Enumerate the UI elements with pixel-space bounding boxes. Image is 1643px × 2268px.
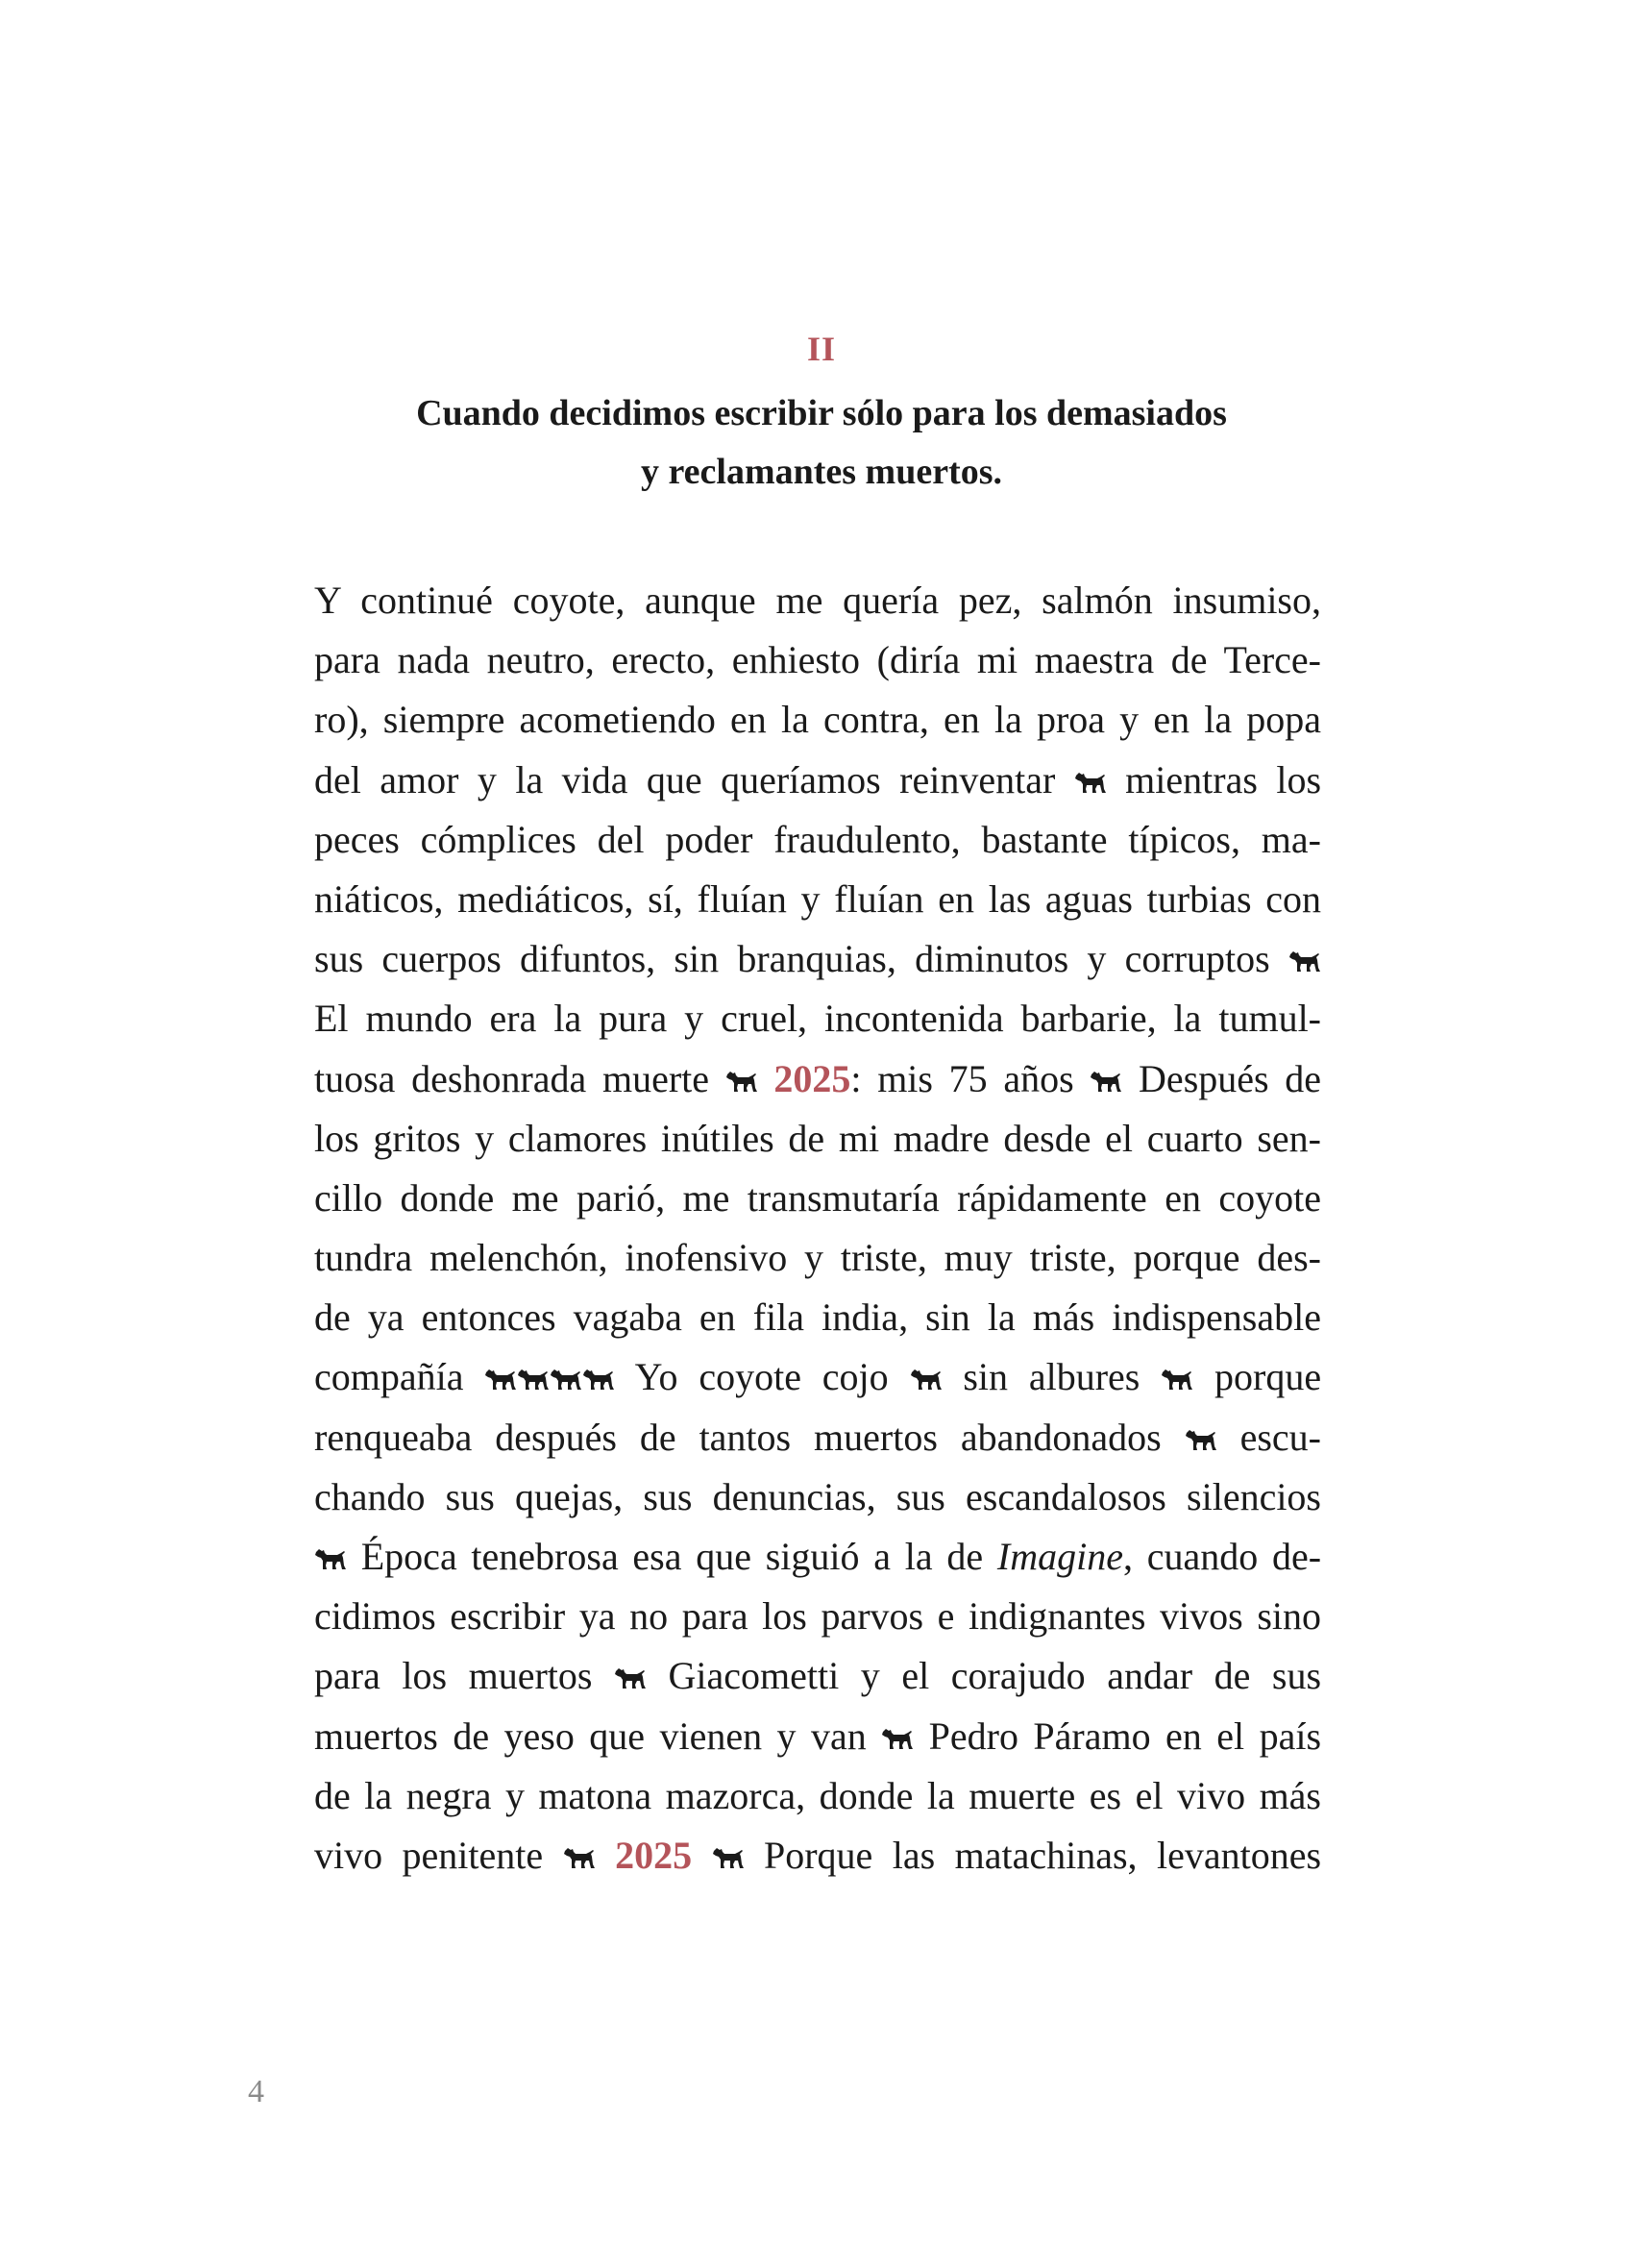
text-line [314,1527,1321,1587]
text-run: Época tenebrosa esa que siguió a la de [360,1535,984,1578]
text-line [314,810,1321,870]
text-run: sus cuerpos difuntos, sin branquias, diminutos y corruptos [314,937,1270,981]
text-run: niáticos, mediáticos, sí, fluían y fluían en las aguas turbias con [314,876,1321,921]
text-run: porque [1214,1355,1321,1399]
text-run: para los muertos [314,1654,593,1698]
dog-icon [1090,1069,1122,1094]
text-run: renqueaba después de tantos muertos abandonados [314,1415,1162,1459]
text-run: los gritos y clamores inútiles de mi madre desde el cuarto sen- [314,1116,1321,1160]
chapter-title-line: Cuando decidimos escribir sólo para los demasiados [416,393,1227,433]
dog-icon [550,1367,582,1392]
dog-icon [712,1845,745,1870]
year-highlight: 2025 [615,1833,693,1877]
text-run: Yo coyote cojo [634,1355,889,1399]
text-run: Pedro Páramo en el país [928,1713,1321,1758]
text-run: de ya entonces vagaba en fila india, sin la más indispensable [314,1295,1321,1340]
dog-icon [614,1665,647,1690]
chapter-number: II [806,330,837,368]
text-run: sin albures [963,1355,1140,1399]
dog-icon [314,1546,347,1571]
text-run: Y continué coyote, aunque me quería pez, salmón insumiso, [314,579,1321,622]
text-line [314,571,1321,630]
text-run: para nada neutro, erecto, enhiesto (diría mi maestra de Terce- [314,638,1321,682]
text-line [314,1766,1321,1826]
italic-title: Imagine [996,1535,1123,1578]
text-line [314,1169,1321,1228]
text-line [314,1408,1321,1467]
dog-icon [563,1845,596,1870]
text-run: Porque las matachinas, levantones [763,1833,1321,1877]
text-run: tuosa deshonrada muerte [314,1056,710,1100]
dog-icon [1288,949,1321,974]
body-text [314,571,1321,1886]
text-run: del amor y la vida que queríamos reinventar [314,757,1056,801]
text-line [314,1587,1321,1646]
text-run: ro), siempre acometiendo en la contra, en la proa y en la popa [314,698,1321,742]
dog-icon [910,1367,943,1392]
text-line [314,690,1321,750]
text-line [314,1109,1321,1169]
text-line [314,1646,1321,1706]
chapter-title-line: y reclamantes muertos. [640,452,1003,492]
text-run: escu- [1239,1415,1321,1459]
text-run: Giacometti y el corajudo andar de sus [668,1654,1321,1698]
text-run: : mis 75 años [850,1056,1074,1100]
text-run: Después de [1139,1056,1321,1100]
text-run: cidimos escribir ya no para los parvos e indignantes vivos sino [314,1594,1321,1639]
dog-icon [725,1069,758,1094]
text-line [314,1826,1321,1886]
dog-icon [881,1726,914,1751]
text-line [314,1228,1321,1288]
dog-icon [517,1367,550,1392]
text-run: El mundo era la pura y cruel, incontenida barbarie, la tumul- [314,997,1321,1041]
text-run: compañía [314,1355,464,1399]
text-line [314,989,1321,1048]
text-line [314,751,1321,810]
text-line [314,1467,1321,1527]
text-run: peces cómplices del poder fraudulento, bastante típicos, ma- [314,817,1321,861]
text-run: cillo donde me parió, me transmutaría rápidamente en coyote [314,1175,1321,1220]
text-line [314,1288,1321,1347]
text-run: tundra melenchón, inofensivo y triste, muy triste, porque des- [314,1236,1321,1280]
text-line [314,1707,1321,1766]
dog-icon [582,1367,615,1392]
text-run: mientras los [1125,757,1321,801]
dog-icon [484,1367,517,1392]
dog-icon [1185,1427,1217,1452]
text-run: chando sus quejas, sus denuncias, sus escandalosos silencios [314,1474,1321,1518]
text-line [314,1049,1321,1109]
text-run: vivo penitente [314,1833,544,1877]
page-number: 4 [248,2074,264,2109]
dog-icon [1074,770,1107,795]
text-run: muertos de yeso que vienen y van [314,1713,867,1758]
text-run: de la negra y matona mazorca, donde la muerte es el vivo más [314,1773,1321,1817]
text-line [314,1347,1321,1407]
text-run: , cuando de- [1122,1535,1321,1578]
year-highlight: 2025 [773,1056,851,1100]
dog-icon [1161,1367,1193,1392]
text-line [314,929,1321,989]
text-line [314,630,1321,690]
text-line [314,870,1321,929]
chapter-title [0,384,1643,502]
